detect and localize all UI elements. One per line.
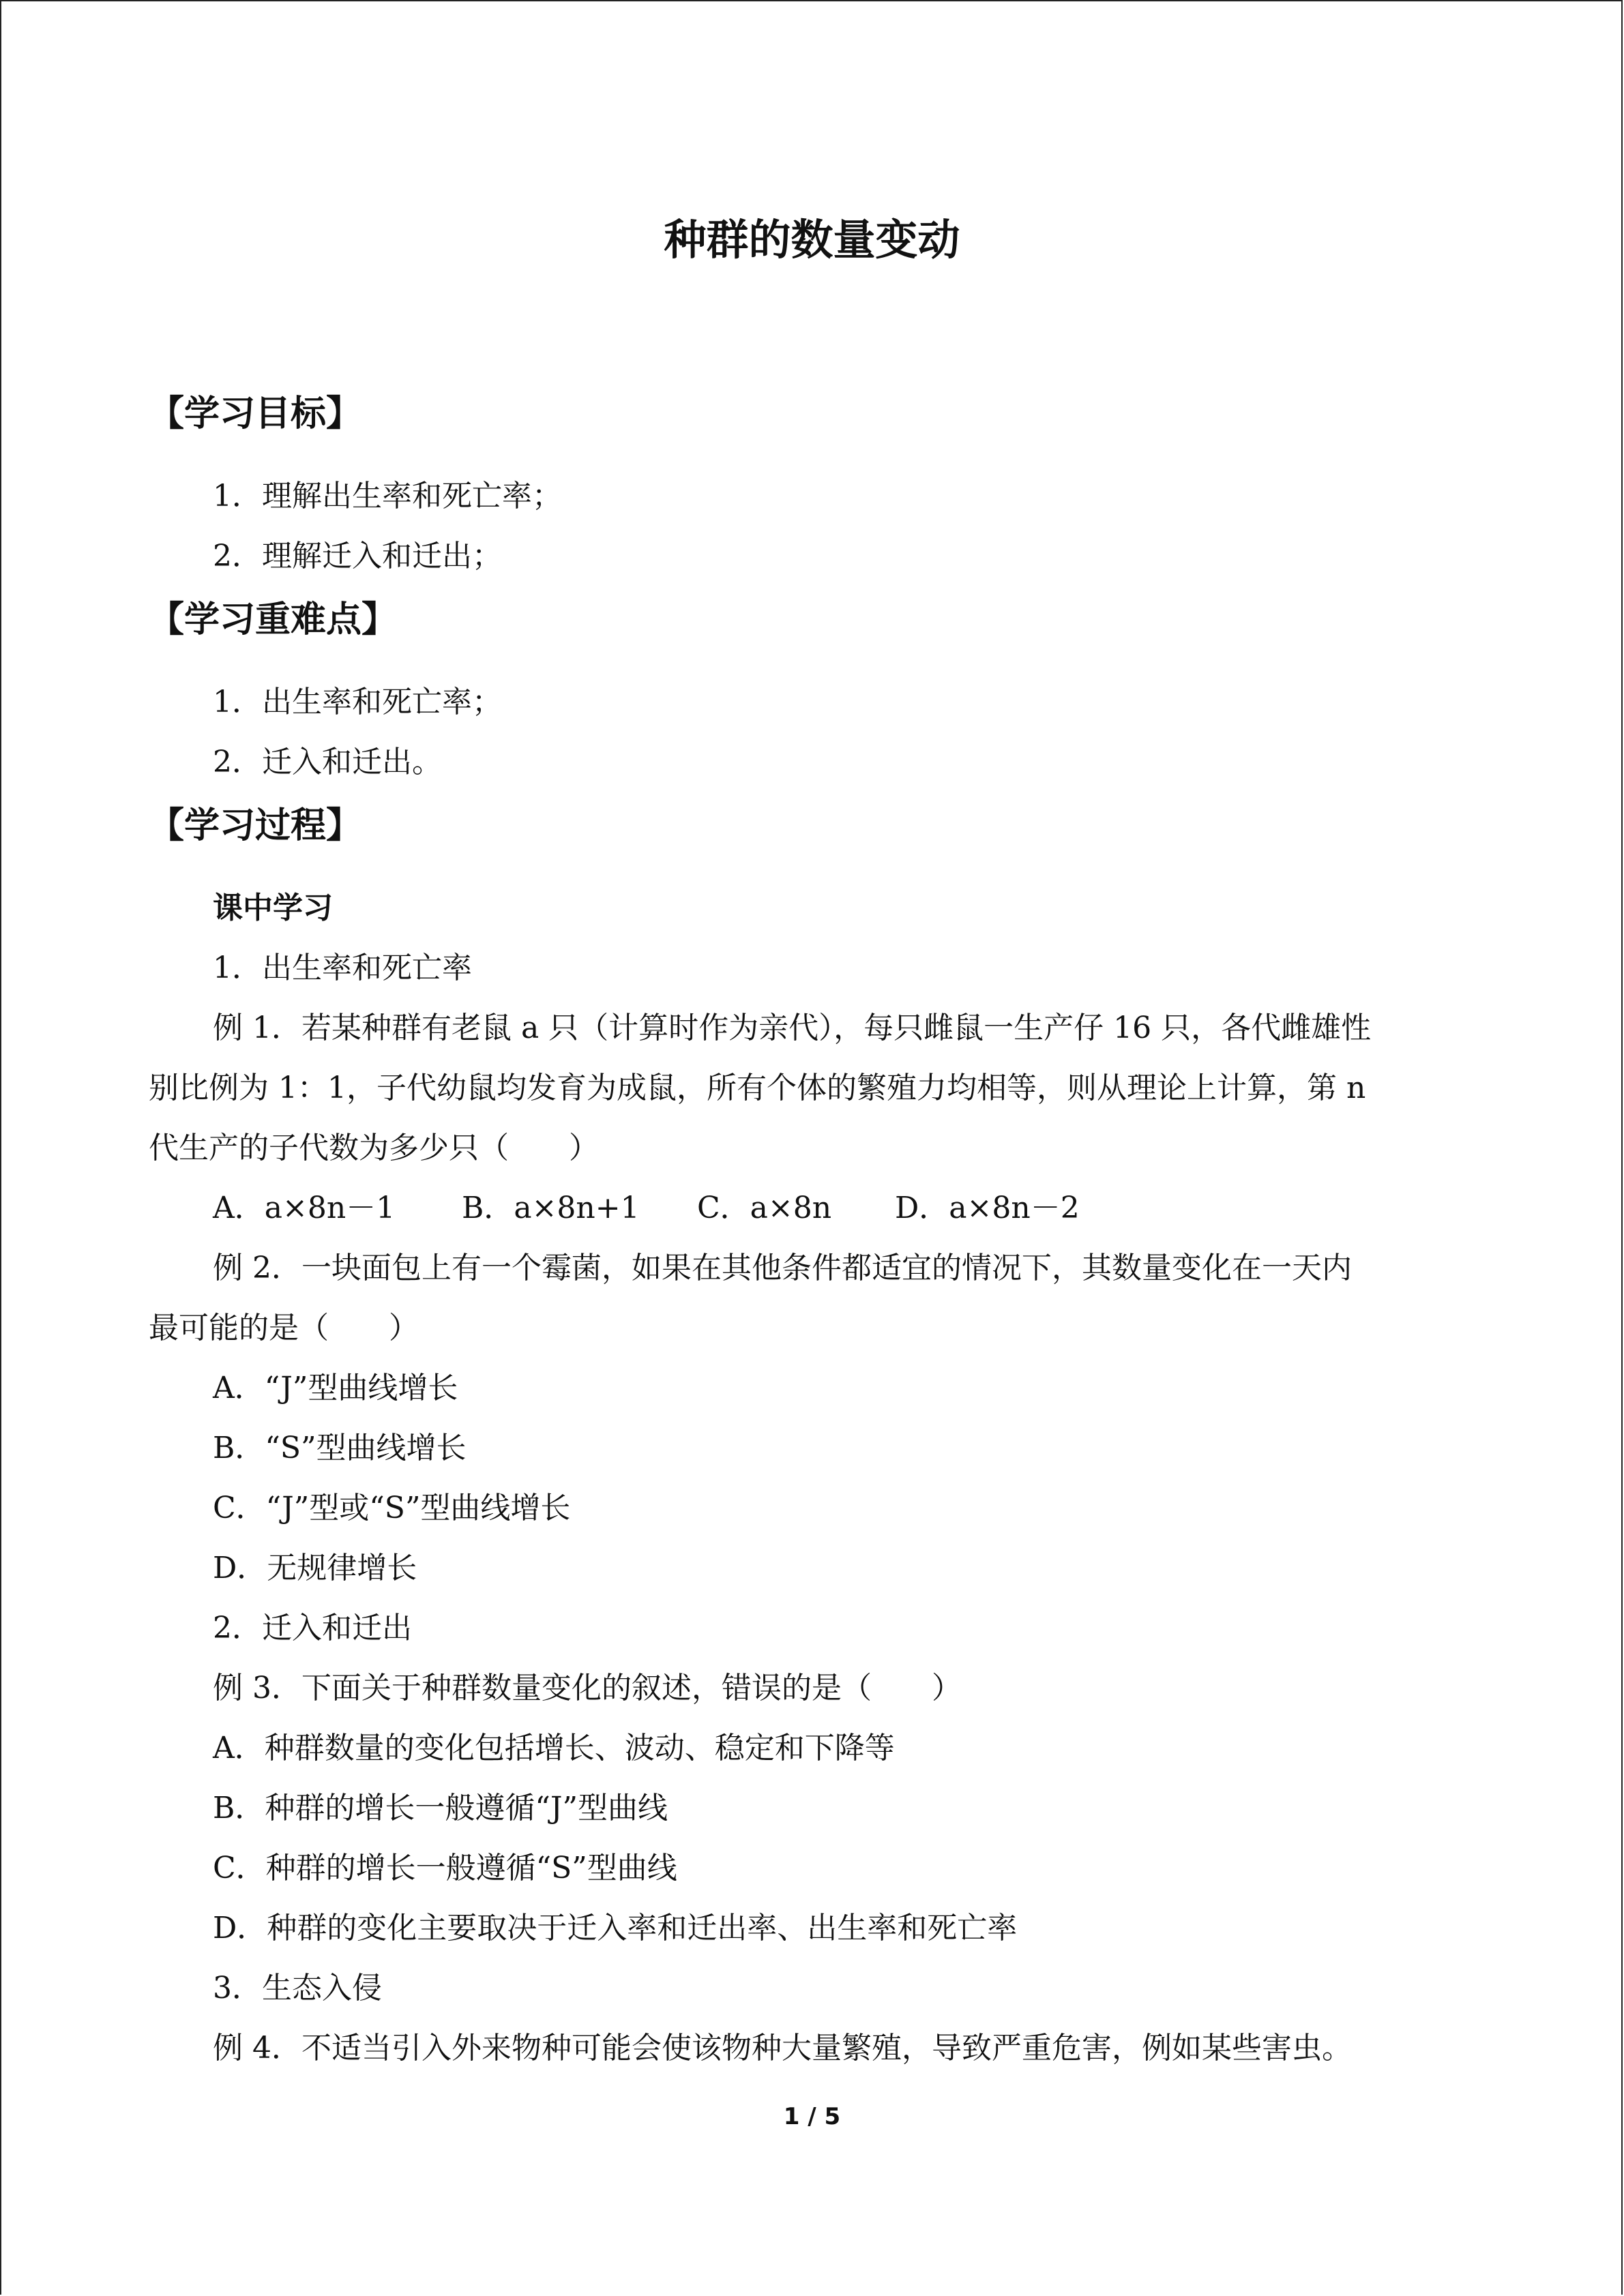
example-3-option-d: D．种群的变化主要取决于迁入率和迁出率、出生率和死亡率 xyxy=(213,1911,1018,1945)
example-2-line-2: 最可能的是（ ） xyxy=(149,1311,419,1345)
key-point-item-1: 1．出生率和死亡率； xyxy=(213,685,502,719)
example-3-option-c: C．种群的增长一般遵循“S”型曲线 xyxy=(213,1851,677,1885)
example-1-line-2: 别比例为 1：1，子代幼鼠均发育为成鼠，所有个体的繁殖力均相等，则从理论上计算，第 n xyxy=(149,1071,1366,1105)
example-1-option-a: A．a×8n－1 xyxy=(213,1191,396,1225)
example-1-line-3: 代生产的子代数为多少只（ ） xyxy=(149,1131,599,1165)
example-2-option-b: B．“S”型曲线增长 xyxy=(213,1431,467,1465)
section-heading-goals: 【学习目标】 xyxy=(149,393,362,434)
example-1-line-1: 例 1．若某种群有老鼠 a 只（计算时作为亲代），每只雌鼠一生产仔 16 只，各代雌雄性 xyxy=(213,1011,1372,1045)
example-2-option-a: A．“J”型曲线增长 xyxy=(213,1371,458,1405)
example-3-option-a: A．种群数量的变化包括增长、波动、稳定和下降等 xyxy=(213,1731,895,1765)
example-2-option-c: C．“J”型或“S”型曲线增长 xyxy=(213,1491,571,1525)
example-3-question: 例 3．下面关于种群数量变化的叙述，错误的是（ ） xyxy=(213,1671,962,1705)
example-3-option-b: B．种群的增长一般遵循“J”型曲线 xyxy=(213,1791,668,1825)
example-4-question: 例 4．不适当引入外来物种可能会使该物种大量繁殖，导致严重危害，例如某些害虫。 xyxy=(213,2031,1352,2066)
key-point-item-2: 2．迁入和迁出。 xyxy=(213,745,442,779)
document-title: 种群的数量变动 xyxy=(664,215,960,265)
example-1-option-d: D．a×8n－2 xyxy=(895,1191,1080,1225)
goal-item-2: 2．理解迁入和迁出； xyxy=(213,539,502,573)
example-2-option-d: D．无规律增长 xyxy=(213,1551,417,1585)
section-heading-key-points: 【学习重难点】 xyxy=(149,599,398,640)
example-1-option-c: C．a×8n xyxy=(697,1191,832,1225)
subheading-in-class: 课中学习 xyxy=(213,891,333,925)
section-heading-process: 【学习过程】 xyxy=(149,805,362,846)
example-1-option-b: B．a×8n+1 xyxy=(462,1191,640,1225)
example-2-line-1: 例 2．一块面包上有一个霉菌，如果在其他条件都适宜的情况下，其数量变化在一天内 xyxy=(213,1251,1352,1285)
example-1-options xyxy=(213,1188,1080,1229)
goal-item-1: 1．理解出生率和死亡率； xyxy=(213,479,562,513)
topic-ecological-invasion: 3．生态入侵 xyxy=(213,1971,382,2006)
page-number: 1 / 5 xyxy=(783,2103,841,2130)
topic-birth-death-rate: 1．出生率和死亡率 xyxy=(213,951,472,985)
topic-migration: 2．迁入和迁出 xyxy=(213,1611,412,1645)
